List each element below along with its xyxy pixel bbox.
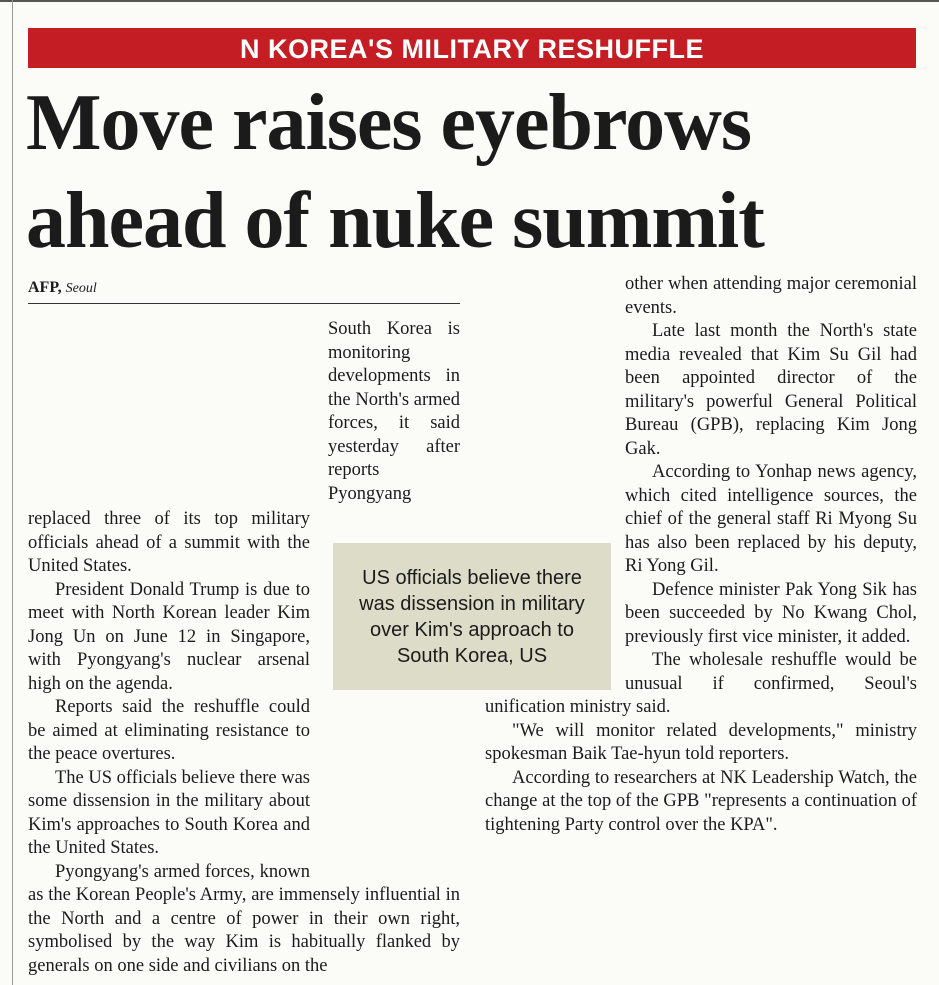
headline-line-2: ahead of nuke summit [26, 177, 764, 265]
byline-city: Seoul [65, 281, 97, 296]
headline-line-1: Move raises eyebrows [26, 79, 751, 167]
pull-quote-text: US officials believe there was dissension in military over Kim's approach to South Korea, US [359, 566, 585, 667]
page-top-rule [0, 0, 939, 2]
paragraph: other when attending major ceremonial events. [625, 274, 917, 318]
paragraph: President Donald Trump is due to meet with North Korean leader Kim Jong Un on June 12 in Singapore, with Pyongyang's nuclear arsenal high on the agenda. [28, 579, 310, 694]
pull-quote [333, 543, 611, 690]
headline [26, 74, 926, 270]
byline-agency: AFP, [28, 279, 62, 296]
paragraph: The wholesale reshuffle would be unusual if confirmed, Seoul's unification ministry said. [485, 650, 917, 717]
section-banner: N KOREA'S MILITARY RESHUFFLE [28, 28, 916, 68]
byline [28, 279, 460, 304]
paragraph: Late last month the North's state media revealed that Kim Su Gil had been appointed director of the military's powerful General Political Bureau (GPB), replacing Kim Jong Gak. [625, 321, 917, 459]
paragraph: Defence minister Pak Yong Sik has been succeeded by No Kwang Chol, previously first vice minister, it added. [625, 579, 917, 647]
paragraph: According to researchers at NK Leadership Watch, the change at the top of the GPB "represents a continuation of tightening Party control over the KPA". [485, 767, 917, 835]
paragraph: "We will monitor related developments," ministry spokesman Baik Tae-hyun told reporters. [485, 720, 917, 764]
paragraph: Reports said the reshuffle could be aimed at eliminating resistance to the peace overtures. [28, 697, 310, 764]
paragraph: According to Yonhap news agency, which cited intelligence sources, the chief of the general staff Ri Myong Su has also been replaced by his deputy, Ri Yong Gil. [625, 462, 917, 576]
paragraph: South Korea is monitoring developments in the North's armed forces, it said yesterday after reports Pyongyang replaced three of its top military officials ahead of a summit with the United States. [28, 319, 460, 576]
paragraph: Pyongyang's armed forces, known as the Korean People's Army, are immensely influential in the North and a centre of power in their own right, symbolised by the way Kim is habitually flanked by generals on one side and civilians on the [28, 861, 460, 976]
paragraph: The US officials believe there was some dissension in the military about Kim's approaches to South Korea and the United States. [28, 767, 310, 858]
page-left-rule [12, 0, 13, 985]
